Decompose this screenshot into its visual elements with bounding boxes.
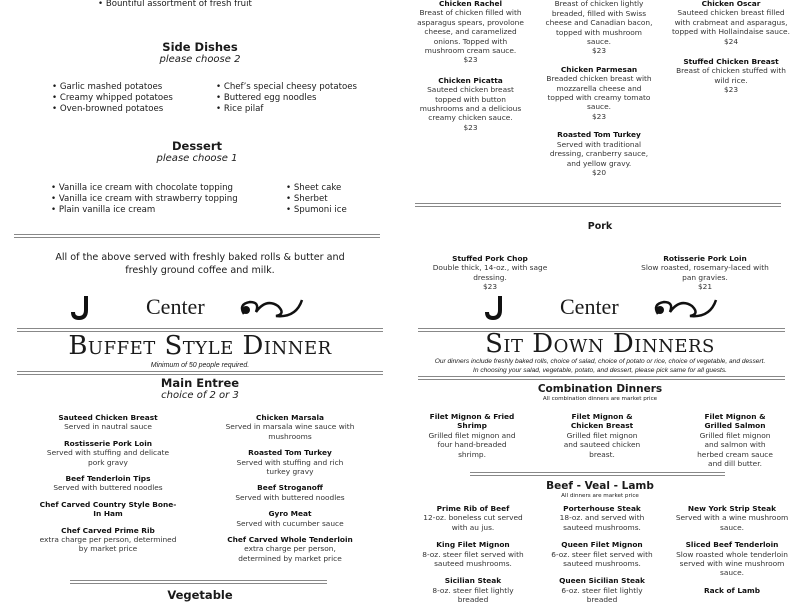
menu-item-description: Served with buttered noodles [53,483,163,493]
menu-item-description: Served with traditional dressing, cranberry sauce, and yellow gravy. [549,139,649,168]
list-item: • Chef’s special cheesy potatoes [216,82,357,93]
beef-column-1 [418,504,528,605]
menu-item [38,413,178,432]
dessert-left [51,183,238,216]
divider [14,234,380,238]
side-dishes-heading: Side Dishes [162,40,238,54]
dessert-heading: Dessert [171,139,222,153]
list-item: • Garlic mashed potatoes [52,82,173,93]
menu-item-description: Grilled filet mignon and salmon with herbed cream sauce and dill butter. [697,430,773,469]
buffet-entrees-right [225,413,355,563]
menu-item-description: 12-oz. boneless cut served with au jus. [423,513,523,532]
menu-item-name: Sicilian Steak [444,576,502,586]
menu-item-description: 18-oz. and served with sauteed mushrooms. [559,513,645,532]
combo-column-3 [692,412,778,468]
menu-item-description: Sauteed chicken breast topped with button mushrooms and a delicious creamy chicken sauce. [419,85,522,123]
menu-item-name: Chef Carved Whole Tenderloin [227,535,353,545]
beef-veal-lamb-heading: Beef - Veal - Lamb [546,480,654,492]
list-item: • Sherbet [286,194,347,205]
logo-letter-icon [70,294,92,320]
menu-item-name: Filet Mignon & Grilled Salmon [704,412,766,431]
menu-item-name: Beef Tenderloin Tips [65,474,151,484]
menu-item-name: Chicken Rachel [438,0,503,8]
combination-note: All combination dinners are market price [542,396,658,402]
list-item: • Vanilla ice cream with chocolate topping [51,183,238,194]
menu-item-description: Served with stuffing and rich turkey gravy [236,457,344,477]
menu-item [225,413,355,441]
menu-item [563,412,641,459]
menu-item [673,540,791,578]
sitdown-note-1: Our dinners include freshly baked rolls, choice of salad, choice of potato or rice, choice of vegetable, and dessert. [434,358,766,365]
menu-item-name: New York Strip Steak [687,504,777,513]
sitdown-note-2: In choosing your salad, vegetable, potato, and dessert, please pick same for all guests. [472,367,727,374]
menu-item-name: Chicken Marsala [255,413,325,422]
menu-item-description: Served in nautral sauce [64,422,152,432]
menu-item-name: Chef Carved Prime Rib [61,525,155,535]
poultry-column-2 [545,0,653,177]
menu-item-description: Breast of chicken lightly breaded, filled with Swiss cheese and Canadian bacon, topped with mushroom sauce. [545,0,653,47]
menu-item-name: Chicken Picatta [438,75,503,85]
menu-item-name: Rotisserie Pork Loin [663,254,747,263]
menu-item-description: Sauteed chicken breast filled with crabmeat and asparagus, topped with Hollaindaise sauce. [672,8,790,37]
menu-item [672,0,790,46]
menu-item-price: $23 [463,122,478,132]
sitdown-title: Sit Down Dinners [485,329,715,359]
menu-item-name: Porterhouse Steak [563,504,641,513]
menu-item [545,65,653,121]
menu-item [38,526,178,554]
menu-item [673,586,791,595]
pork-left [415,254,565,292]
menu-item [225,535,355,563]
menu-item [413,0,528,65]
combination-heading: Combination Dinners [537,383,663,395]
menu-item-price: $23 [482,282,498,292]
poultry-column-3 [672,0,790,95]
side-dishes-subtitle: please choose 2 [159,54,241,65]
menu-item [225,448,355,476]
logo-letter-icon [484,294,506,320]
logo-swirl-icon [650,296,720,320]
menu-item-description: Grilled filet mignon and sauteed chicken breast. [563,430,641,459]
menu-item [225,483,355,502]
beef-column-2 [547,504,657,605]
side-dishes-left [52,82,173,115]
menu-item-description: Double thick, 14-oz., with sage dressing. [432,263,548,282]
menu-item-name: Stuffed Chicken Breast [683,57,779,67]
menu-item-name: Queen Filet Mignon [561,540,643,550]
pork-heading: Pork [587,221,613,232]
dessert-subtitle: please choose 1 [156,153,238,164]
menu-item [547,576,657,604]
buffet-footer-note: All of the above served with freshly baked rolls & butter and freshly ground coffee and milk. [55,252,345,276]
list-item: • Buttered egg noodles [216,93,357,104]
pork-right [640,254,770,292]
beef-veal-lamb-note: All dinners are market price [561,493,639,499]
logo-text: Center [560,294,619,319]
menu-item-description: Breaded chicken breast with mozzarella cheese and topped with creamy tomato sauce. [546,74,652,112]
menu-item [673,504,791,532]
buffet-subtitle: Minimum of 50 people required. [150,362,250,369]
side-dishes-right [216,82,357,115]
list-item: • Plain vanilla ice cream [51,205,238,216]
dessert-right [286,183,347,216]
menu-item-price: $20 [591,167,607,177]
menu-item-name: Queen Sicilian Steak [559,576,645,586]
menu-item-description: Served in marsala wine sauce with mushrooms [225,422,355,441]
menu-item-description: Served with cucumber sauce [236,518,344,528]
poultry-column-1 [413,0,528,132]
menu-item [225,509,355,528]
menu-item-price: $23 [463,55,478,65]
menu-item-description: Grilled filet mignon and four hand-breaded shrimp. [428,430,516,459]
menu-item-name: Roasted Tom Turkey [248,448,332,458]
menu-item [413,76,528,132]
divider [415,203,781,207]
divider [418,376,785,380]
menu-item-name: King Filet Mignon [436,540,510,550]
menu-item [418,504,528,532]
menu-item-description: extra charge per person, determined by market price [39,535,177,554]
menu-item-name: Rack of Lamb [703,585,761,595]
menu-item [640,254,770,292]
combo-column-1 [428,412,516,459]
menu-item [547,540,657,568]
menu-item-name: Chef Carved Country Style Bone-In Ham [39,499,177,519]
menu-item-description: Served with a wine mushroom sauce. [675,513,789,532]
menu-item-description: 6-oz. steer filet served with sauteed mushrooms. [551,549,653,569]
menu-item-description: 6-oz. steer filet lightly breaded [561,585,643,605]
combo-column-2 [563,412,641,459]
divider [17,371,383,375]
menu-item-price: $23 [591,46,607,56]
logo-banner [400,290,800,324]
divider [70,580,327,584]
menu-item [418,540,528,568]
menu-item [38,500,178,519]
menu-item-name: Filet Mignon & Chicken Breast [570,412,634,431]
menu-item-description: Served with stuffing and delicate pork gravy [46,448,170,467]
menu-item [545,130,653,177]
main-entree-subtitle: choice of 2 or 3 [161,390,239,401]
menu-item-name: Gyro Meat [268,509,312,519]
logo-text: Center [146,294,205,319]
menu-item-price: $23 [723,85,739,95]
logo-banner [0,290,400,324]
menu-item-name: Beef Stroganoff [257,483,323,493]
menu-item [38,439,178,467]
menu-item-name: Filet Mignon & Fried Shrimp [429,412,515,431]
list-item: • Sheet cake [286,183,347,194]
menu-item-name: Rostisserie Pork Loin [63,438,153,448]
menu-item-description: extra charge per person, determined by market price [238,544,342,563]
menu-item-name: Prime Rib of Beef [436,504,510,513]
menu-item [547,504,657,532]
menu-item-name: Chicken Oscar [701,0,761,8]
menu-item-description: Slow roasted, rosemary-laced with pan gravies. [641,263,769,282]
menu-item-price: $24 [723,36,739,46]
buffet-entrees-left [38,413,178,554]
menu-item [38,474,178,493]
menu-item-name: Chicken Parmesan [560,64,638,74]
menu-item [672,57,790,95]
menu-item-price: $21 [697,282,713,292]
logo-swirl-icon [236,296,306,320]
beef-column-3 [673,504,791,595]
menu-item-description: Slow roasted whole tenderloin served with wine mushroom sauce. [676,549,788,578]
list-item: • Bountiful assortment of fresh fruit [98,0,252,10]
menu-item-name: Sliced Beef Tenderloin [685,540,779,550]
menu-item-description: 8-oz. steer filet served with sauteed mushrooms. [422,549,524,569]
main-entree-heading: Main Entree [160,376,240,390]
list-item: • Vanilla ice cream with strawberry topping [51,194,238,205]
menu-item [418,576,528,604]
list-item: • Rice pilaf [216,104,357,115]
divider [470,472,725,476]
list-item: • Creamy whipped potatoes [52,93,173,104]
menu-item-name: Roasted Tom Turkey [557,130,641,140]
menu-item-description: Served with buttered noodles [235,492,345,502]
menu-item-price: $23 [591,111,607,121]
menu-item [692,412,778,468]
menu-item [415,254,565,292]
fruit-list [98,0,252,10]
menu-item-description: Breast of chicken filled with asparagus spears, provolone cheese, and caramelized onions. Topped with mushroom cream sauce. [417,8,524,56]
vegetable-heading: Vegetable [167,588,233,602]
menu-item-description: 8-oz. steer filet lightly breaded [432,585,514,605]
menu-item-name: Stuffed Pork Chop [452,254,528,263]
buffet-title: Buffet Style Dinner [68,331,332,361]
list-item: • Oven-browned potatoes [52,104,173,115]
menu-item [545,0,653,56]
list-item: • Spumoni ice [286,205,347,216]
menu-item-description: Breast of chicken stuffed with wild rice. [676,66,786,85]
menu-item [428,412,516,459]
menu-item-name: Sauteed Chicken Breast [58,413,158,422]
